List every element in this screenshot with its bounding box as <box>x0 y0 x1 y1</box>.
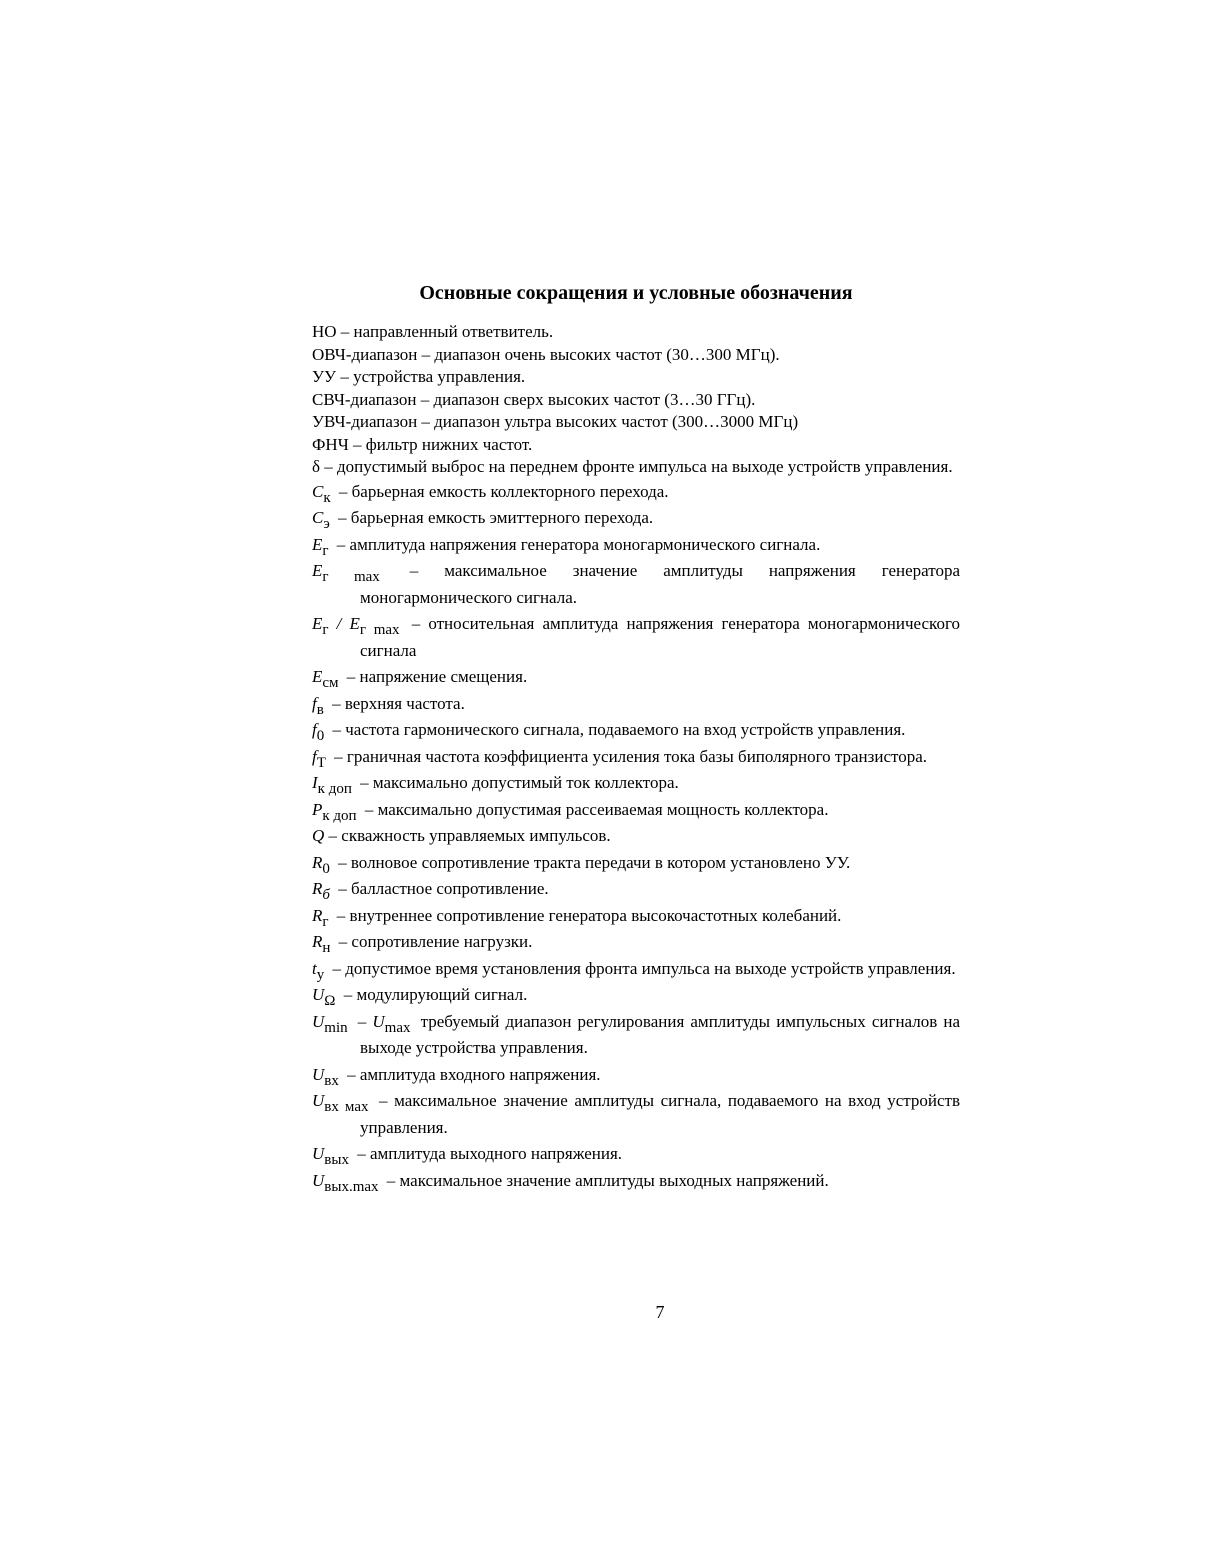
symbol: U <box>312 1091 325 1110</box>
symbol: R <box>312 932 323 951</box>
symbol: f <box>312 693 317 713</box>
symbol-entry <box>312 797 960 824</box>
symbol-description: – напряжение смещения. <box>346 667 528 686</box>
symbol-description: – модулирующий сигнал. <box>343 985 528 1004</box>
symbol-description: – граничная частота коэффициента усиления тока базы биполярного транзистора. <box>334 746 928 766</box>
symbol-subscript: min <box>324 1019 348 1036</box>
symbol-subscript: 0 <box>316 728 325 744</box>
symbol-subscript: вх <box>324 1072 339 1089</box>
symbol-description: – амплитуда напряжения генератора моногармонического сигнала. <box>336 534 821 554</box>
symbol-subscript: н <box>322 940 331 956</box>
symbol-subscript: вх мах <box>324 1099 369 1115</box>
symbol-subscript: г <box>322 622 329 638</box>
symbol: U <box>312 1064 325 1084</box>
symbol: R <box>312 852 323 872</box>
symbol-subscript: см <box>322 675 339 691</box>
symbol: E <box>312 534 323 554</box>
symbol: U <box>312 1144 325 1163</box>
symbol-description: – амплитуда выходного напряжения. <box>357 1144 623 1163</box>
symbol: C <box>312 508 324 527</box>
symbol-subscript: у <box>316 966 325 983</box>
symbol-subscript: г max <box>322 569 380 585</box>
symbol-entry <box>312 956 960 983</box>
symbol: Q <box>312 826 325 845</box>
symbol: U <box>312 1011 325 1031</box>
symbol: C <box>312 481 324 501</box>
abbreviation-item: ОВЧ-диапазон – диапазон очень высоких частот (30…300 МГц). <box>312 344 780 364</box>
symbol: R <box>312 905 323 925</box>
symbol-subscript: г <box>322 913 329 930</box>
symbol-entry <box>312 505 960 532</box>
symbol: f <box>312 720 317 739</box>
symbol-subscript: вых.max <box>324 1178 379 1195</box>
symbol-description: – максимальное значение амплитуды напряжения генератора моногармонического сигнала. <box>360 561 960 607</box>
symbol: U <box>312 1170 325 1190</box>
symbol-entry <box>312 558 960 611</box>
abbreviation-item: ФНЧ – фильтр нижних частот. <box>312 434 533 454</box>
symbol-entry <box>312 479 960 506</box>
page-number: 7 <box>655 1302 665 1322</box>
symbol-description: – допустимое время установления фронта импульса на выходе устройств управления. <box>332 958 956 978</box>
symbol-description: – максимально допустимый ток коллектора. <box>360 773 679 792</box>
symbol-entry <box>312 611 960 664</box>
symbol-secondary-subscript: max <box>384 1019 411 1036</box>
symbol-entry <box>312 717 960 744</box>
symbol: E <box>312 561 323 580</box>
symbol-subscript: б <box>322 887 330 903</box>
abbreviation-item: УУ – устройства управления. <box>312 367 526 386</box>
symbol-description: – внутреннее сопротивление генератора высокочастотных колебаний. <box>336 905 842 925</box>
symbol-entry <box>312 532 960 559</box>
page-title: Основные сокращения и условные обозначения <box>419 282 853 304</box>
symbol-description: – волновое сопротивление тракта передачи в котором установлено УУ. <box>338 852 851 872</box>
symbol-subscript: к <box>323 489 331 506</box>
symbol-entry <box>312 691 960 718</box>
symbol-entry <box>312 1009 960 1062</box>
abbreviation-item: НО – направленный ответвитель. <box>312 322 554 341</box>
symbol-entry <box>312 929 960 956</box>
symbol-subscript: к доп <box>322 807 357 824</box>
symbol-entry <box>312 770 960 797</box>
abbreviations-list <box>312 321 960 1194</box>
symbol-description: – балластное сопротивление. <box>338 879 549 898</box>
symbol: I <box>312 773 318 792</box>
symbol: U <box>312 985 325 1004</box>
symbols-list <box>312 479 960 1195</box>
abbreviation-item: δ – допустимый выброс на переднем фронте импульса на выходе устройств управления. <box>312 457 953 476</box>
symbol-entry <box>312 1141 960 1168</box>
symbol-subscript: T <box>316 754 326 771</box>
symbol: f <box>312 746 317 766</box>
symbol-description: – скважность управляемых импульсов. <box>328 826 611 845</box>
abbreviation-item: УВЧ-диапазон – диапазон ультра высоких частот (300…3000 МГц) <box>312 412 799 431</box>
symbol: E <box>312 667 323 686</box>
symbol-subscript: к доп <box>317 781 352 797</box>
symbol-description: – верхняя частота. <box>332 693 465 713</box>
symbol-entry <box>312 850 960 877</box>
symbol-secondary: / E <box>328 614 360 633</box>
abbreviation-item: СВЧ-диапазон – диапазон сверх высоких частот (3…30 ГГц). <box>312 389 756 409</box>
symbol-description: – сопротивление нагрузки. <box>338 932 533 951</box>
symbol-entry <box>312 876 960 903</box>
symbol-secondary-subscript: г max <box>359 622 400 638</box>
symbol-description: – барьерная емкость коллекторного перехода. <box>338 481 669 501</box>
symbol-subscript: вых <box>324 1152 349 1168</box>
symbol-entry <box>312 664 960 691</box>
symbol-entry <box>312 1088 960 1141</box>
symbol-description: – максимальное значение амплитуды сигнала, подаваемого на вход устройств управления. <box>360 1091 960 1137</box>
symbol-entry <box>312 823 960 850</box>
symbol-entry <box>312 903 960 930</box>
symbol-secondary: – U <box>351 1011 385 1031</box>
symbol-entry <box>312 982 960 1009</box>
symbol-entry <box>312 744 960 771</box>
symbol: t <box>312 958 317 978</box>
symbol-description: требуемый диапазон регулирования амплитуды импульсных сигналов на выходе устройства управления. <box>360 1011 961 1057</box>
symbol: E <box>312 614 323 633</box>
symbol-description: – частота гармонического сигнала, подаваемого на вход устройств управления. <box>332 720 906 739</box>
symbol: P <box>312 799 323 819</box>
symbol-subscript: 0 <box>322 860 330 877</box>
symbol-entry <box>312 1062 960 1089</box>
symbol-description: – максимальное значение амплитуды выходных напряжений. <box>386 1170 829 1190</box>
symbol-description: – максимально допустимая рассеиваемая мощность коллектора. <box>364 799 829 819</box>
symbol-subscript: в <box>316 701 324 718</box>
symbol-entry <box>312 1168 960 1195</box>
symbol-subscript: Ω <box>324 993 336 1009</box>
symbol: R <box>312 879 323 898</box>
symbol-subscript: э <box>323 516 330 532</box>
symbol-subscript: г <box>322 542 329 559</box>
symbol-description: – амплитуда входного напряжения. <box>347 1064 601 1084</box>
symbol-description: – относительная амплитуда напряжения генератора моногармонического сигнала <box>360 614 960 660</box>
symbol-description: – барьерная емкость эмиттерного перехода. <box>338 508 654 527</box>
